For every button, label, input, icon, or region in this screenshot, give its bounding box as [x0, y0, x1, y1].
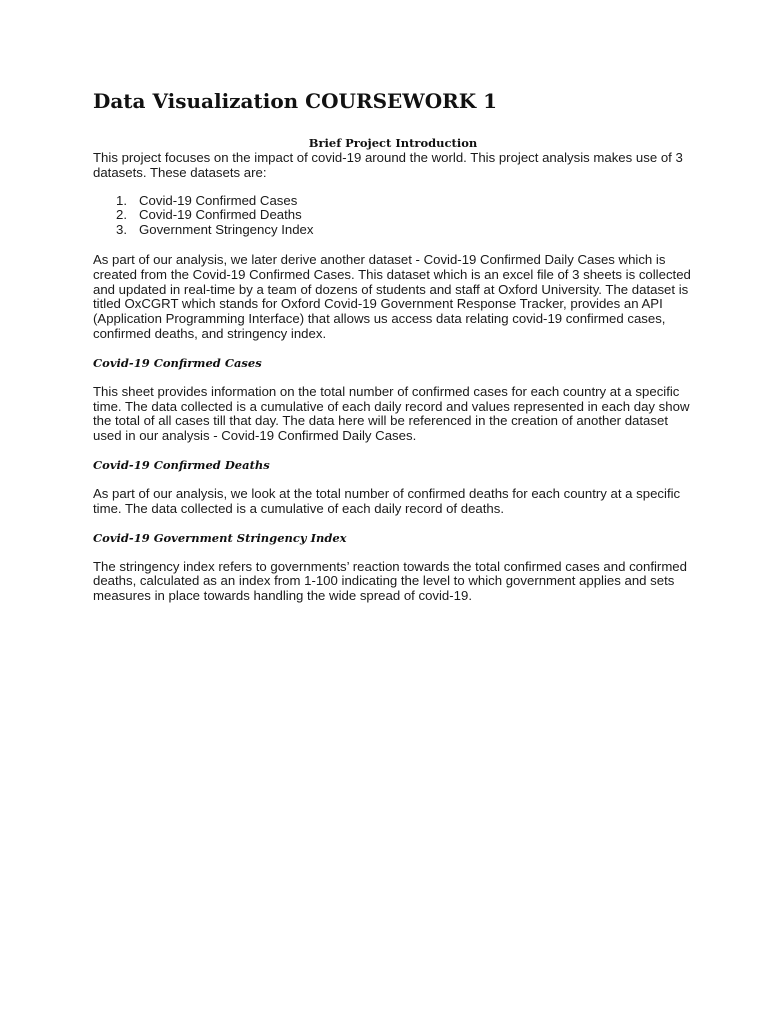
- list-item: [93, 194, 693, 209]
- document-content: [93, 88, 693, 604]
- list-item-number: 2.: [116, 207, 127, 223]
- document-title: Data Visualization COURSEWORK 1: [93, 89, 498, 113]
- section-heading-stringency-index: Covid-19 Government Stringency Index: [93, 530, 347, 545]
- list-item: [93, 223, 693, 238]
- section-text-stringency-index: The stringency index refers to governments’ reaction towards the total confirmed cases and confirmed deaths, calculated as an index from 1-100 indicating the level to which government applies and sets measures in place towards handling the wide spread of covid-19.: [93, 558, 687, 604]
- section-text-confirmed-deaths: As part of our analysis, we look at the total number of confirmed deaths for each country at a specific time. The data collected is a cumulative of each daily record of deaths.: [93, 485, 681, 516]
- intro-paragraph: This project focuses on the impact of covid-19 around the world. This project analysis makes use of 3 datasets. These datasets are:: [93, 150, 683, 180]
- list-item-number: 1.: [116, 192, 127, 208]
- list-item-label: Covid-19 Confirmed Cases: [139, 192, 298, 208]
- list-item-number: 3.: [116, 222, 127, 238]
- list-item: [93, 208, 693, 223]
- analysis-paragraph: As part of our analysis, we later derive another dataset - Covid-19 Confirmed Daily Cases which is created from the Covid-19 Confirmed Cases. This dataset which is an excel file of 3 sheets is collected and updated in real-time by a team of dozens of students and staff at Oxford University. The dataset is titled OxCGRT which stands for Oxford Covid-19 Government Response Tracker, provides an API (Application Programming Interface) that allows us access data relating covid-19 confirmed cases, confirmed deaths, and stringency index.: [93, 251, 691, 341]
- section-heading-confirmed-deaths: Covid-19 Confirmed Deaths: [93, 457, 270, 472]
- list-item-label: Government Stringency Index: [139, 222, 314, 238]
- section-text-confirmed-cases: This sheet provides information on the total number of confirmed cases for each country at a specific time. The data collected is a cumulative of each daily record and values represented in each day show the total of all cases till that day. The data here will be referenced in the creation of another dataset used in our analysis - Covid-19 Confirmed Daily Cases.: [93, 383, 690, 444]
- intro-heading: Brief Project Introduction: [308, 136, 478, 150]
- list-item-label: Covid-19 Confirmed Deaths: [139, 207, 302, 223]
- section-heading-confirmed-cases: Covid-19 Confirmed Cases: [93, 355, 262, 370]
- dataset-list: [93, 194, 693, 238]
